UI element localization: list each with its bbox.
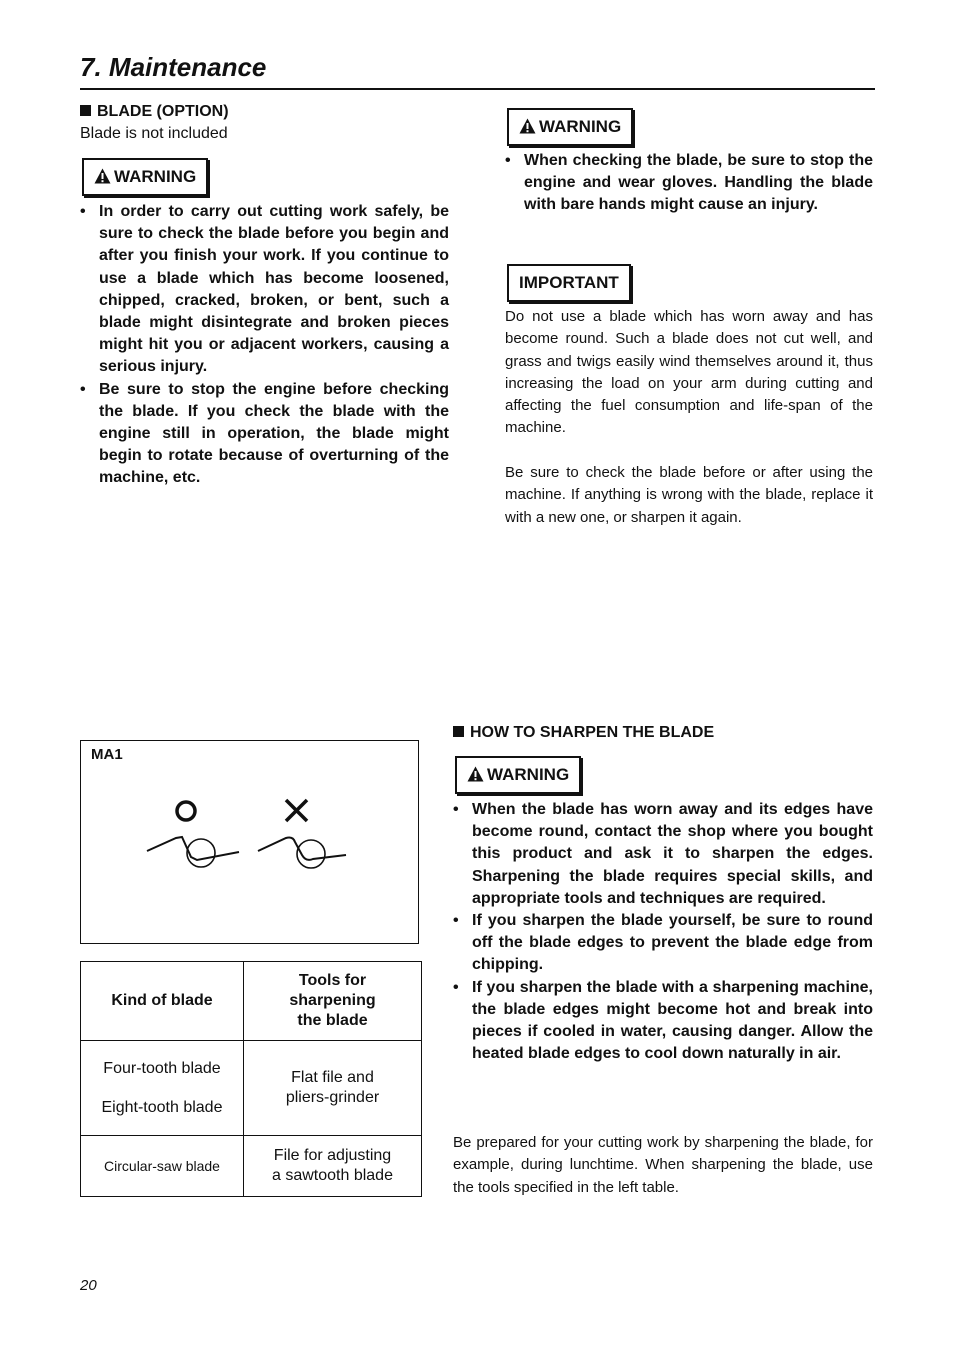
sharpening-warning-list xyxy=(453,799,873,1065)
section-heading-sharpen xyxy=(453,724,714,742)
section-title: HOW TO SHARPEN THE BLADE xyxy=(470,724,715,741)
warning-triangle-icon xyxy=(94,168,111,184)
page-title: 7. Maintenance xyxy=(80,52,267,82)
list-item: • Be sure to stop the engine before checking the blade. If you check the blade with the engine still in operation, the blade might begin to rotate because of overturning of the machine, etc. xyxy=(80,379,449,490)
warning-label-2 xyxy=(507,108,633,146)
figure-label: MA1 xyxy=(91,746,123,763)
section-title: BLADE (OPTION) xyxy=(97,103,229,120)
header-kind: Kind of blade xyxy=(81,962,244,1041)
warning-label-text: WARNING xyxy=(539,117,622,136)
warning-label-3 xyxy=(455,756,581,794)
section-heading-blade xyxy=(80,103,229,121)
correct-mark-icon xyxy=(177,802,195,820)
list-item: • When the blade has worn away and its edges have become round, contact the shop where you bought this product and ask it to sharpen the edges. Sharpening the blade requires special skills, and appropriate tools and techniques are required. xyxy=(453,799,873,910)
blade-edge-illustration xyxy=(81,741,418,943)
warning-label-text: WARNING xyxy=(114,167,197,186)
warning-label-text: WARNING xyxy=(487,765,570,784)
sharpening-tools-table xyxy=(80,961,422,1197)
important-paragraph-1: Do not use a blade which has worn away and has become round. Such a blade does not cut well, and grass and twigs easily wind themselves around it, thus increasing the load on your arm during cutting and affecting the fuel consumption and life-span of the machine. xyxy=(505,308,873,437)
blade-warning-list xyxy=(80,201,449,490)
table-row xyxy=(81,1136,422,1197)
square-bullet-icon xyxy=(80,105,91,116)
blade-note: Blade is not included xyxy=(80,125,228,142)
important-label xyxy=(507,264,631,302)
header-tools: Tools for sharpening the blade xyxy=(244,962,422,1041)
list-item: • When checking the blade, be sure to stop the engine and wear gloves. Handling the blade with bare hands might cause an injury. xyxy=(505,150,873,217)
checking-warning-list xyxy=(505,150,873,217)
sharp-blade-edge xyxy=(147,837,239,860)
warning-triangle-icon xyxy=(519,118,536,134)
list-item: • If you sharpen the blade with a sharpening machine, the blade edges might become hot and break into pieces if cooled in water, causing danger. Allow the heated blade edges to cool down naturally in air. xyxy=(453,977,873,1066)
tools-cell: File for adjusting a sawtooth blade xyxy=(244,1136,422,1197)
sharpen-paragraph: Be prepared for your cutting work by sharpening the blade, for example, during lunchtime. When sharpening the blade, use the tools specified in the left table. xyxy=(453,1134,873,1196)
warning-triangle-icon xyxy=(467,766,484,782)
kind-cell: Circular-saw blade xyxy=(81,1136,244,1197)
page-number: 20 xyxy=(80,1277,97,1294)
rounded-blade-edge xyxy=(258,838,346,860)
kind-cell: Four-tooth blade Eight-tooth blade xyxy=(81,1041,244,1136)
warning-label-1 xyxy=(82,158,208,196)
figure-ma1 xyxy=(80,740,419,944)
table-header-row xyxy=(81,962,422,1041)
square-bullet-icon xyxy=(453,726,464,737)
important-label-text: IMPORTANT xyxy=(519,273,619,292)
important-paragraph-2: Be sure to check the blade before or after using the machine. If anything is wrong with the blade, replace it with a new one, or sharpen it again. xyxy=(505,464,873,526)
tools-cell: Flat file and pliers-grinder xyxy=(244,1041,422,1136)
table-row xyxy=(81,1041,422,1136)
header-rule xyxy=(80,88,875,90)
list-item: • If you sharpen the blade yourself, be sure to round off the blade edges to prevent the blade edge from chipping. xyxy=(453,910,873,977)
rounded-detail-circle xyxy=(187,839,215,867)
list-item: • In order to carry out cutting work safely, be sure to check the blade before you begin and after you finish your work. If you continue to use a blade which has become loosened, chipped, cracked, broken, or bent, such a blade might disintegrate and broken pieces might hit you or adjacent workers, causing a serious injury. xyxy=(80,201,449,379)
